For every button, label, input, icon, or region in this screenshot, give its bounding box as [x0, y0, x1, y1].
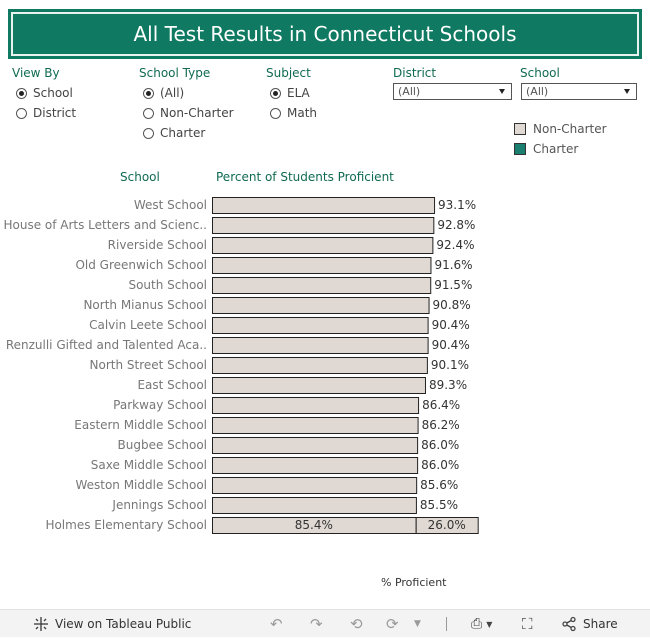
measure-column-header: Percent of Students Proficient	[216, 170, 394, 184]
bar-chart	[0, 195, 650, 541]
data-label-non-charter: 85.5%	[419, 498, 459, 512]
radio-unselected-icon	[270, 108, 281, 119]
category-label: Weston Middle School	[75, 478, 207, 492]
bar-non-charter	[213, 418, 419, 434]
category-label: South School	[128, 278, 207, 292]
data-label-non-charter: 92.8%	[437, 218, 476, 232]
legend-label: Charter	[533, 142, 579, 156]
category-label: Old Greenwich School	[75, 258, 207, 272]
bar-non-charter	[213, 458, 418, 474]
radio-label: Non-Charter	[160, 106, 234, 120]
tableau-logo-icon	[33, 616, 49, 632]
share-icon	[561, 616, 577, 632]
school-type-all-radio[interactable]	[143, 86, 184, 100]
radio-selected-icon	[270, 88, 281, 99]
fullscreen-icon[interactable]: ⛶	[522, 615, 533, 633]
bar-non-charter	[213, 358, 428, 374]
district-dropdown[interactable]	[393, 83, 512, 100]
category-label: North Street School	[89, 358, 207, 372]
data-label-non-charter: 85.4%	[294, 518, 333, 532]
category-label: Calvin Leete School	[89, 318, 207, 332]
data-label-non-charter: 93.1%	[438, 198, 477, 212]
radio-unselected-icon	[143, 128, 154, 139]
bar-non-charter	[213, 298, 430, 314]
bar-non-charter	[213, 238, 433, 254]
radio-label: School	[33, 86, 73, 100]
radio-label: (All)	[160, 86, 185, 100]
bar-non-charter	[213, 378, 426, 394]
view-on-tableau-public-link[interactable]	[33, 610, 191, 638]
share-button[interactable]	[561, 610, 618, 638]
category-label: West School	[133, 198, 207, 212]
radio-unselected-icon	[143, 108, 154, 119]
category-label: Bugbee School	[117, 438, 207, 452]
district-dropdown-value: (All)	[398, 85, 421, 98]
share-label: Share	[583, 617, 618, 631]
data-label-non-charter: 91.5%	[434, 278, 473, 292]
bar-non-charter	[213, 258, 431, 274]
tableau-toolbar	[0, 609, 650, 637]
radio-label: ELA	[287, 86, 310, 100]
bar-non-charter	[213, 438, 418, 454]
data-label-non-charter: 90.8%	[432, 298, 471, 312]
radio-selected-icon	[143, 88, 154, 99]
data-label-non-charter: 90.4%	[431, 318, 470, 332]
view-by-district-radio[interactable]	[16, 106, 76, 120]
chart-scroll-area[interactable]	[0, 195, 650, 541]
subject-label: Subject	[266, 66, 311, 80]
bar-non-charter	[213, 218, 434, 234]
legend-swatch	[514, 143, 526, 155]
school-type-label: School Type	[139, 66, 211, 80]
dashboard-title: All Test Results in Connecticut Schools	[11, 12, 639, 56]
dropdown-arrow-icon	[499, 89, 505, 94]
legend-label: Non-Charter	[533, 122, 607, 136]
data-label-non-charter: 92.4%	[436, 238, 475, 252]
category-label: Renzulli Gifted and Talented Aca..	[5, 338, 207, 352]
toolbar-divider	[446, 617, 447, 631]
data-label-non-charter: 85.6%	[420, 478, 459, 492]
subject-ela-radio[interactable]	[270, 86, 310, 100]
view-by-school-radio[interactable]	[16, 86, 73, 100]
data-label-non-charter: 89.3%	[428, 378, 468, 392]
category-label: Jennings School	[112, 498, 207, 512]
data-label-non-charter: 86.2%	[421, 418, 460, 432]
legend-item-non-charter[interactable]	[514, 122, 607, 136]
dropdown-arrow-icon	[624, 89, 630, 94]
school-dropdown-value: (All)	[526, 85, 549, 98]
category-label: East School	[137, 378, 207, 392]
data-label-non-charter: 91.6%	[434, 258, 473, 272]
title-bar	[8, 9, 642, 59]
data-label-charter: 26.0%	[427, 518, 466, 532]
category-label: Parkway School	[113, 398, 207, 412]
district-label: District	[393, 66, 437, 80]
view-on-tableau-public-label: View on Tableau Public	[55, 617, 192, 631]
category-label: North Mianus School	[83, 298, 207, 312]
radio-selected-icon	[16, 88, 27, 99]
revert-icon[interactable]: ⟲	[350, 615, 363, 633]
category-label: Eastern Middle School	[74, 418, 207, 432]
redo-icon[interactable]: ↷	[310, 615, 323, 633]
download-icon[interactable]: ⎙ ▼	[471, 616, 493, 632]
category-label: House of Arts Letters and Scienc..	[3, 218, 207, 232]
bar-non-charter	[213, 318, 429, 334]
data-label-non-charter: 90.1%	[430, 358, 470, 372]
bar-non-charter	[213, 338, 429, 354]
bar-non-charter	[213, 198, 435, 214]
data-label-non-charter: 86.0%	[421, 438, 460, 452]
undo-icon[interactable]: ↶	[270, 615, 283, 633]
view-by-label: View By	[12, 66, 60, 80]
bar-non-charter	[213, 278, 431, 294]
bar-non-charter	[213, 498, 417, 514]
category-label: Holmes Elementary School	[45, 518, 207, 532]
data-label-non-charter: 86.0%	[421, 458, 460, 472]
radio-label: Math	[287, 106, 318, 120]
school-type-charter-radio[interactable]	[143, 126, 205, 140]
school-dropdown[interactable]	[521, 83, 637, 100]
legend-swatch	[514, 123, 526, 135]
category-label: Saxe Middle School	[90, 458, 207, 472]
chevron-down-icon[interactable]: ▼	[414, 619, 421, 629]
x-axis-label: % Proficient	[381, 576, 447, 589]
legend-item-charter[interactable]	[514, 142, 578, 156]
radio-unselected-icon	[16, 108, 27, 119]
category-label: Riverside School	[107, 238, 207, 252]
school-type-non-charter-radio[interactable]	[143, 106, 234, 120]
school-column-header: School	[120, 170, 160, 184]
school-label: School	[520, 66, 560, 80]
subject-math-radio[interactable]	[270, 106, 317, 120]
bar-non-charter	[213, 398, 419, 414]
data-label-non-charter: 90.4%	[431, 338, 470, 352]
bar-non-charter	[213, 478, 417, 494]
data-label-non-charter: 86.4%	[422, 398, 461, 412]
refresh-icon[interactable]: ⟳	[386, 615, 399, 633]
radio-label: District	[33, 106, 77, 120]
radio-label: Charter	[160, 126, 206, 140]
